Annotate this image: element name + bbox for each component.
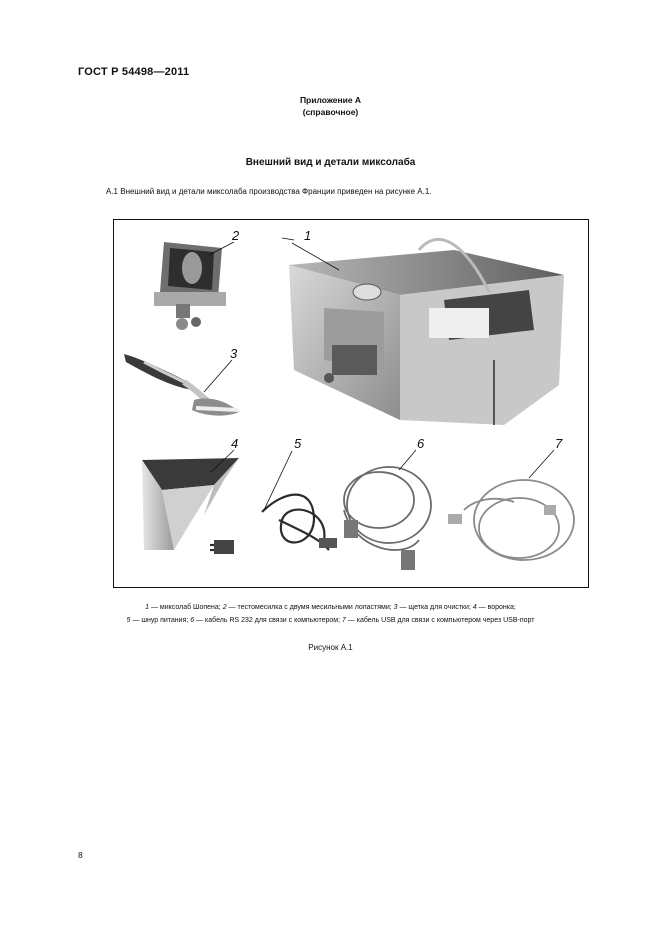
legend-num-7: 7 [341, 617, 346, 624]
figure-a1 [113, 219, 589, 588]
label-6: 6 [417, 436, 425, 451]
standard-number: ГОСТ Р 54498—2011 [78, 66, 190, 78]
usb-cable-image [448, 480, 574, 560]
mixolab-image [289, 239, 564, 425]
legend-num-4: 4 [472, 604, 477, 611]
figure-legend-line-2 [0, 617, 661, 624]
page-number: 8 [78, 850, 83, 860]
label-7: 7 [555, 436, 563, 451]
legend-text-3: — щетка для очистки; [397, 604, 473, 611]
legend-text-6: — кабель RS 232 для связи с компьютером; [194, 617, 342, 624]
annex-title [0, 94, 661, 118]
label-4: 4 [231, 436, 239, 451]
figure-illustration [114, 220, 589, 588]
item-label-7 [529, 436, 563, 478]
item-label-5 [264, 436, 302, 510]
item-label-3 [204, 346, 238, 392]
label-1: 1 [304, 228, 312, 243]
legend-num-1: 1 [145, 604, 150, 611]
legend-num-2: 2 [222, 604, 227, 611]
legend-text-7: — кабель USB для связи с компьютером через USB-порт [345, 617, 535, 624]
item-label-6 [399, 436, 425, 470]
power-cord-image [210, 495, 337, 554]
annex-title-label: Приложение А [299, 95, 362, 105]
legend-text-5: — шнур питания; [130, 617, 191, 624]
label-3: 3 [230, 346, 238, 361]
funnel-image [142, 458, 239, 550]
figure-caption: Рисунок А.1 [308, 643, 353, 652]
legend-text-1: — миксолаб Шопена; [149, 604, 223, 611]
label-2: 2 [232, 228, 240, 243]
rs232-cable-image [344, 467, 431, 570]
legend-text-4: — воронка; [476, 604, 516, 611]
section-heading: Внешний вид и детали миксолаба [245, 157, 416, 168]
intro-paragraph: А.1 Внешний вид и детали миксолаба производства Франции приведен на рисунке А.1. [106, 187, 432, 196]
legend-text-2: — тестомесилка с двумя месильными лопастями; [226, 604, 394, 611]
kneader-image [154, 242, 226, 330]
legend-num-6: 6 [190, 617, 195, 624]
annex-status: (справочное) [302, 107, 359, 117]
brush-image [124, 354, 239, 416]
legend-num-3: 3 [393, 604, 398, 611]
figure-legend-line-1 [0, 604, 661, 611]
legend-num-5: 5 [126, 617, 131, 624]
label-5: 5 [294, 436, 302, 451]
